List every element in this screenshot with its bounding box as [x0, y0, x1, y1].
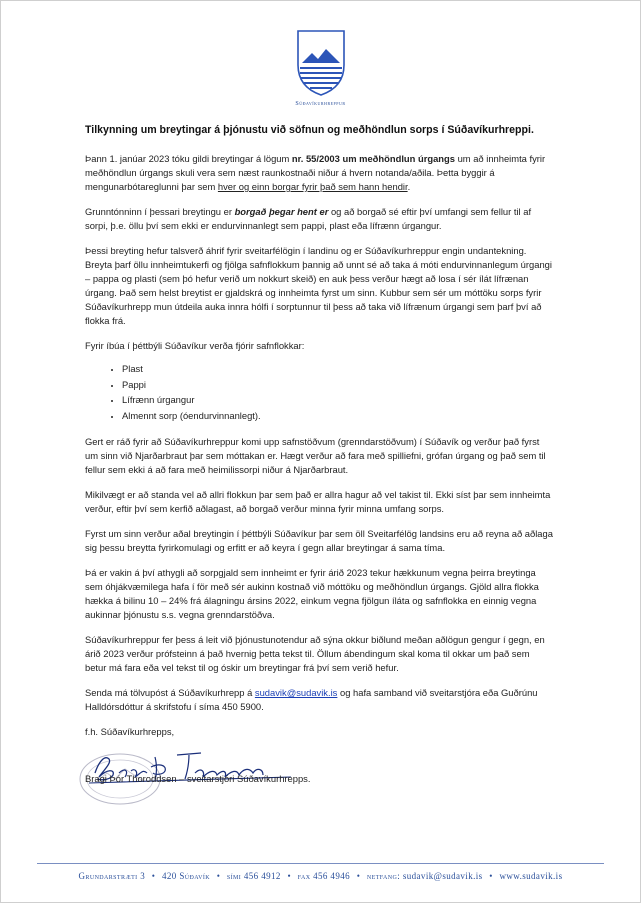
p10-text-a: Senda má tölvupóst á Súðavíkurhrepp á [85, 687, 255, 698]
p1-text-e: . [407, 181, 411, 192]
paragraph-2 [85, 205, 553, 233]
paragraph-9: Súðavíkurhreppur fer þess á leit við þjónustunotendur að sýna okkur biðlund meðan aðlögun gengur í gegn, en árið 2023 verður prófsteinn á það hvernig þetta tekst til. Öllum ábendingum skal koma til okkar um það sem betur má fara eða vel tekst til og óskir um breytingar frá því sem verið hefur. [85, 634, 545, 673]
letterhead-footer [1, 871, 640, 881]
footer-separator: • [151, 871, 156, 881]
closing: f.h. Súðavíkurhrepps, [85, 726, 175, 737]
footer-separator: • [356, 871, 361, 881]
letterhead-name: Súðavíkurhreppur [295, 101, 346, 107]
email-link[interactable]: sudavik@sudavik.is [254, 687, 338, 698]
paragraph-7: Fyrst um sinn verður aðal breytingin í þéttbýli Súðavíkur þar sem öll Sveitarfélög landsins eru að reyna að aðlaga sig þessu breytta fyrirkomulagi og erfitt er að keyra í gegn allar breytingar á sama tíma. [85, 528, 553, 553]
pay-as-you-throw-phrase: borgað þegar hent er [234, 206, 329, 217]
signer-name: Bragi Þór Thoroddsen – sveitarstjóri Súðavíkurhrepps. [85, 773, 311, 784]
letter-title: Tilkynning um breytingar á þjónustu við söfnun og meðhöndlun sorps í Súðavíkurhreppi. [85, 124, 534, 136]
footer-phone: sími 456 4912 [226, 871, 281, 881]
paragraph-10 [85, 686, 553, 714]
p2-text-a: Grunntónninn í þessari breytingu er [85, 206, 235, 217]
paragraph-3: Þessi breyting hefur talsverð áhrif fyrir sveitarfélögin í landinu og er Súðavíkurhreppur engin undantekning. Breyta þarf öllu innheimtukerfi og fjölga safnflokkum þannig að unnt sé að taka á móti endurvinnanlegum úrgangi – pappa og plasti (sem þó hefur verið um nokkurt skeið) en auk þess verður hægt að losa í sér ílát lífrænan úrgang. Það sem helst breytist er gjaldskrá og innheimta fyrst um sinn. Kubbur sem sér um móttöku sorps fyrir Súðavíkurhrepp mun útdeila auka innra hólfi í sorptunnur til þess að taka við lífrænum úrgangi sem þarf því að flokka frá. [85, 245, 552, 326]
list-item: • Pappi [122, 377, 553, 393]
footer-email-label: netfang: [366, 871, 401, 881]
letter-body [85, 123, 553, 797]
paragraph-1 [85, 152, 553, 194]
letterhead [1, 29, 640, 107]
signature-block [85, 743, 553, 799]
footer-separator: • [216, 871, 221, 881]
footer-divider [37, 863, 604, 864]
list-item: • Lífrænn úrgangur [122, 392, 553, 408]
p1-text-a: Þann 1. janúar 2023 tóku gildi breytingar á lögum [85, 153, 292, 164]
list-item: • Almennt sorp (óendurvinnanlegt). [122, 408, 553, 424]
waste-category-list [85, 361, 553, 423]
list-item: • Plast [122, 361, 553, 377]
p2-text-c: og að borgað sé eftir því umfangi sem fellur til af sorpi, þ.e. öllu því sem ekki er endurvinnanlegt sem pappi, plast eða lífrænn úrgangur. [85, 206, 532, 231]
law-reference: nr. 55/2003 um meðhöndlun úrgangs [291, 153, 455, 164]
paragraph-8: Þá er vakin á því athygli að sorpgjald sem innheimt er fyrir árið 2023 tekur hækkunum vegna þeirra breytinga sem óhjákvæmilega hafa í för með sér aukinn kostnað við móttöku og meðhöndlun úrgangs. Gjöld allra flokka hækka á bilinu 10 – 24% frá álagningu ársins 2022, einkum vegna fjölgun íláta og safnflokka en einnig vegna aukinnar þjónustu s.s. vegna grenndarstöðva. [85, 567, 539, 620]
paragraph-6: Mikilvægt er að standa vel að allri flokkun þar sem það er allra hagur að vel takist til. Ekki síst þar sem innheimta verður, eftir því sem kerfið aðlagast, að borgað verður minna fyrir minna umfang sorps. [85, 489, 551, 514]
paragraph-5: Gert er ráð fyrir að Súðavíkurhreppur komi upp safnstöðvum (grenndarstöðvum) í Súðavík og verður það fyrst um sinn við Njarðarbraut þar sem móttakan er. Hægt verður að fara með spilliefni, grófan úrgang og það sem til fellur sem ekki á að fara með heimilissorpi niður á Njarðarbraut. [85, 436, 546, 475]
footer-fax: fax 456 4946 [297, 871, 351, 881]
footer-address: Grundarstræti 3 [78, 871, 146, 881]
footer-separator: • [489, 871, 493, 881]
p1-text-c: um að innheimta fyrir meðhöndlun úrgangs skuli vera sem næst raunkostnaði niður á hvern notanda/aðila. Þetta byggir á mengunarbótareglunni þar sem [85, 153, 546, 192]
footer-postcode: 420 Súðavík [162, 871, 211, 881]
footer-website[interactable]: www.sudavik.is [499, 871, 563, 881]
footer-email[interactable]: sudavik@sudavik.is [402, 871, 483, 881]
coat-of-arms-logo [296, 29, 346, 97]
paragraph-4: Fyrir íbúa í þéttbýli Súðavíkur verða fjórir safnflokkar: [85, 340, 305, 351]
polluter-pays-phrase: hver og einn borgar fyrir það sem hann hendir [217, 181, 408, 192]
footer-separator: • [287, 871, 292, 881]
p10-text-c: og hafa samband við sveitarstjóra eða Guðrúnu Halldórsdóttur á skrifstofu í síma 450 5900. [85, 687, 538, 712]
handwritten-signature [85, 743, 295, 799]
